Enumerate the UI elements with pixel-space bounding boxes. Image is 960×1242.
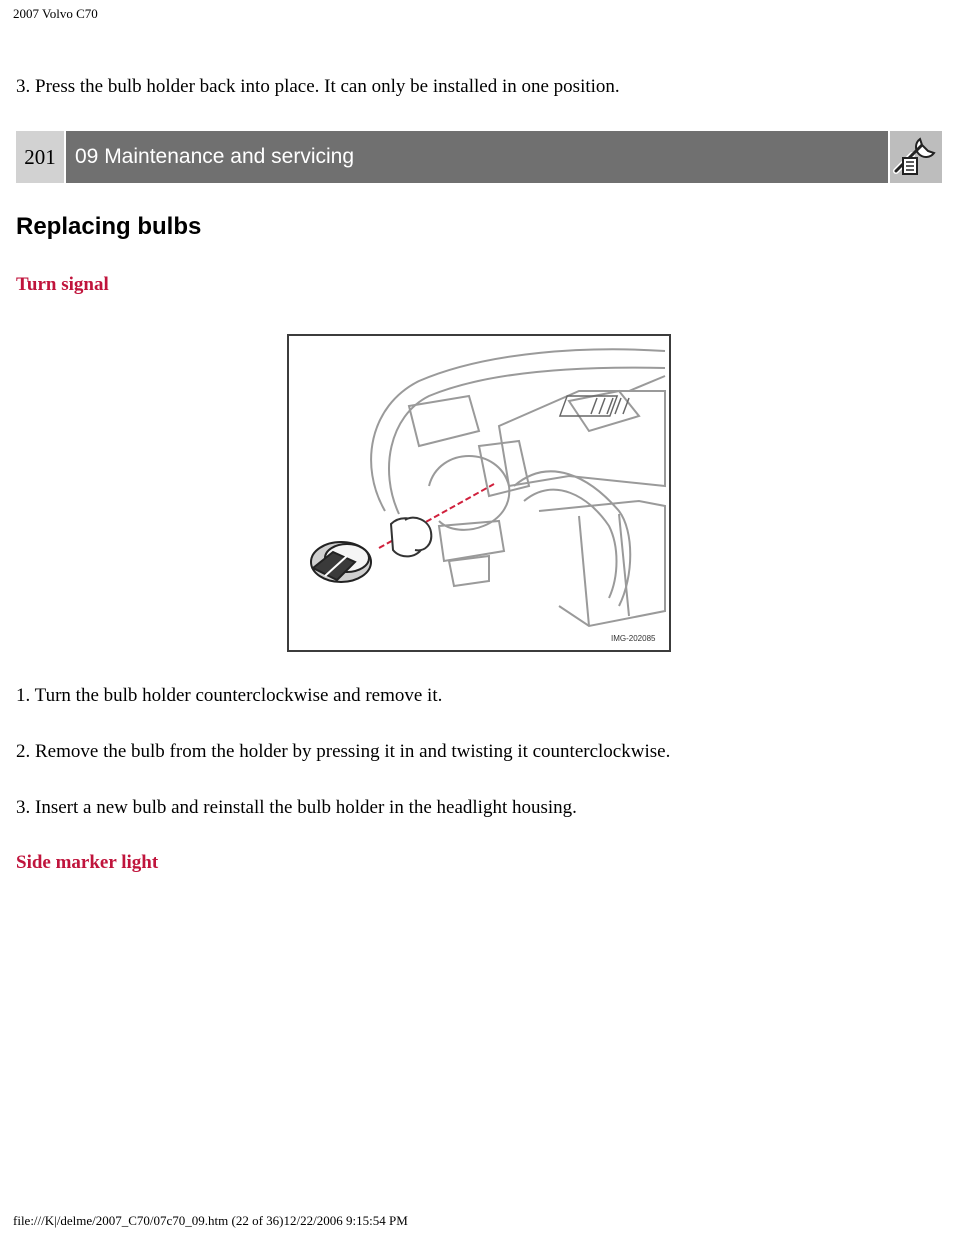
wrench-service-icon (890, 131, 942, 183)
section-bar (16, 131, 942, 183)
turn-signal-bulb-diagram (287, 334, 671, 652)
page-title: Replacing bulbs (16, 213, 202, 240)
document-header: 2007 Volvo C70 (13, 6, 98, 21)
file-path-footer: file:///K|/delme/2007_C70/07c70_09.htm (22 of 36)12/22/2006 9:15:54 PM (13, 1213, 408, 1228)
step-1: 1. Turn the bulb holder counterclockwise and remove it. (16, 685, 443, 706)
step-3: 3. Insert a new bulb and reinstall the bulb holder in the headlight housing. (16, 797, 577, 818)
intro-step-text: 3. Press the bulb holder back into place. It can only be installed in one position. (16, 76, 620, 97)
subheading-side-marker: Side marker light (16, 852, 159, 873)
section-page-number: 201 (16, 131, 64, 183)
section-title: 09 Maintenance and servicing (66, 131, 888, 183)
step-2: 2. Remove the bulb from the holder by pressing it in and twisting it counterclockwise. (16, 741, 671, 762)
subheading-turn-signal: Turn signal (16, 274, 109, 295)
figure-image-code: IMG-202085 (611, 634, 656, 643)
